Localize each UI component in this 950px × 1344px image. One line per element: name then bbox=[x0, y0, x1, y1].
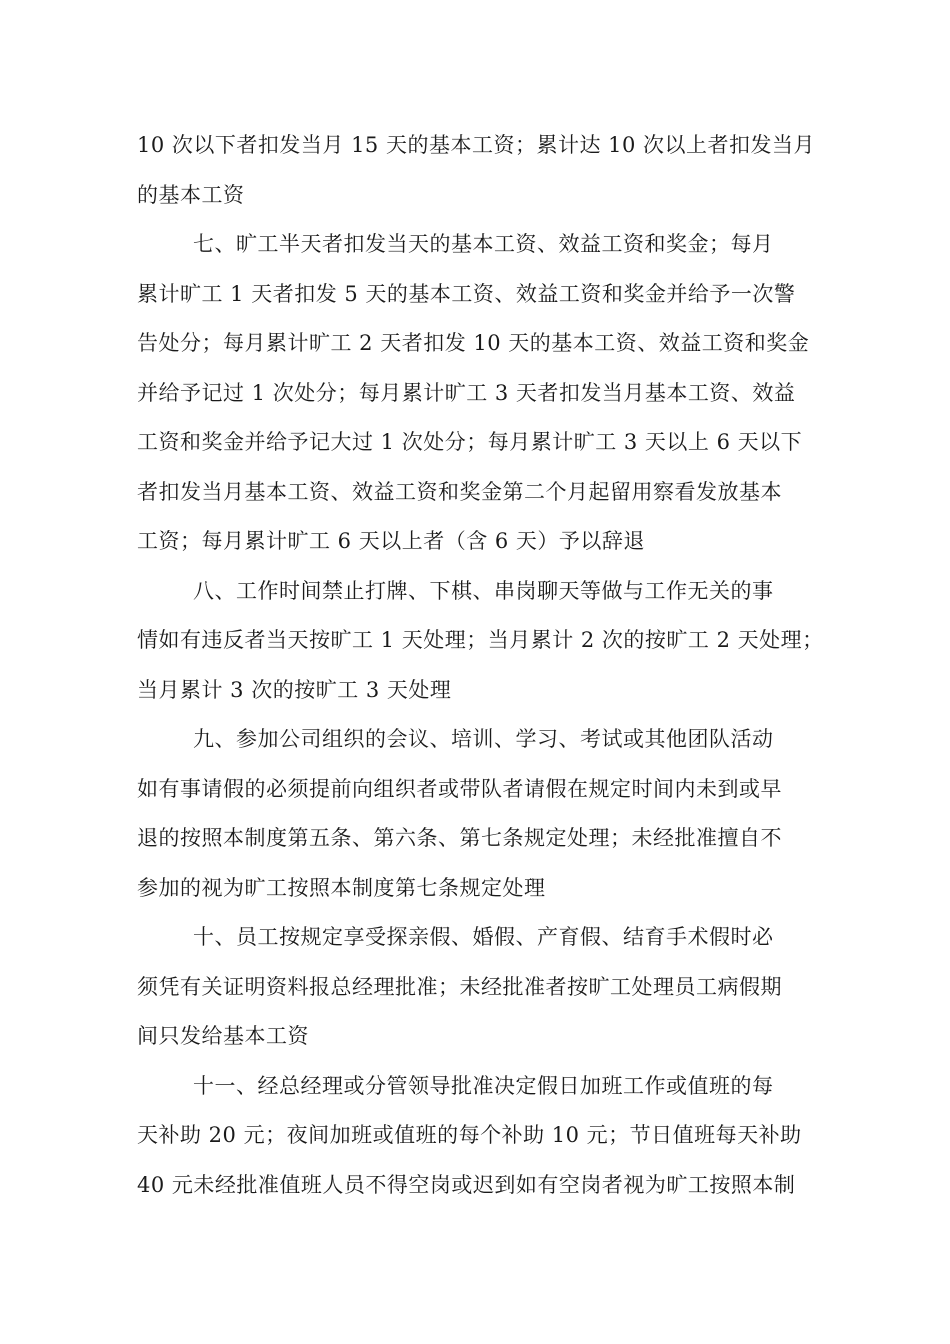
text-line: 工资和奖金并给予记大过 1 次处分；每月累计旷工 3 天以上 6 天以下 bbox=[137, 430, 803, 454]
text-line: 40 元未经批准值班人员不得空岗或迟到如有空岗者视为旷工按照本制 bbox=[137, 1172, 796, 1197]
text-line: 九、参加公司组织的会议、培训、学习、考试或其他团队活动 bbox=[193, 727, 774, 751]
text-line: 工资；每月累计旷工 6 天以上者（含 6 天）予以辞退 bbox=[137, 529, 645, 553]
text-line: 十、员工按规定享受探亲假、婚假、产育假、结育手术假时必 bbox=[193, 925, 774, 949]
text-line: 当月累计 3 次的按旷工 3 天处理 bbox=[137, 677, 452, 702]
text-line: 参加的视为旷工按照本制度第七条规定处理 bbox=[137, 875, 546, 900]
paragraph-article-x bbox=[137, 913, 817, 1062]
text-line: 的基本工资 bbox=[137, 182, 245, 207]
text-line: 七、旷工半天者扣发当天的基本工资、效益工资和奖金；每月 bbox=[193, 232, 774, 256]
text-line: 天补助 20 元；夜间加班或值班的每个补助 10 元；节日值班每天补助 bbox=[137, 1123, 802, 1147]
text-line: 10 次以下者扣发当月 15 天的基本工资；累计达 10 次以上者扣发当月 bbox=[137, 133, 816, 157]
text-line: 退的按照本制度第五条、第六条、第七条规定处理；未经批准擅自不 bbox=[137, 826, 782, 850]
text-line: 告处分；每月累计旷工 2 天者扣发 10 天的基本工资、效益工资和奖金 bbox=[137, 331, 810, 355]
paragraph-article-ix bbox=[137, 715, 817, 913]
text-line: 间只发给基本工资 bbox=[137, 1024, 309, 1048]
text-line: 如有事请假的必须提前向组织者或带队者请假在规定时间内未到或早 bbox=[137, 776, 782, 801]
text-line: 累计旷工 1 天者扣发 5 天的基本工资、效益工资和奖金并给予一次警 bbox=[137, 281, 796, 306]
paragraph-article-viii bbox=[137, 567, 824, 716]
paragraph-continued-article-vi bbox=[137, 121, 817, 220]
text-line: 须凭有关证明资料报总经理批准；未经批准者按旷工处理员工病假期 bbox=[137, 974, 782, 999]
paragraph-article-vii bbox=[137, 220, 817, 567]
text-line: 情如有违反者当天按旷工 1 天处理；当月累计 2 次的按旷工 2 天处理； bbox=[137, 628, 824, 652]
text-line: 十一、经总经理或分管领导批准决定假日加班工作或值班的每 bbox=[193, 1073, 774, 1098]
text-line: 八、工作时间禁止打牌、下棋、串岗聊天等做与工作无关的事 bbox=[193, 578, 774, 603]
paragraph-article-xi bbox=[137, 1062, 817, 1211]
text-line: 者扣发当月基本工资、效益工资和奖金第二个月起留用察看发放基本 bbox=[137, 479, 782, 504]
text-line: 并给予记过 1 次处分；每月累计旷工 3 天者扣发当月基本工资、效益 bbox=[137, 380, 796, 405]
document-body bbox=[137, 121, 824, 1210]
